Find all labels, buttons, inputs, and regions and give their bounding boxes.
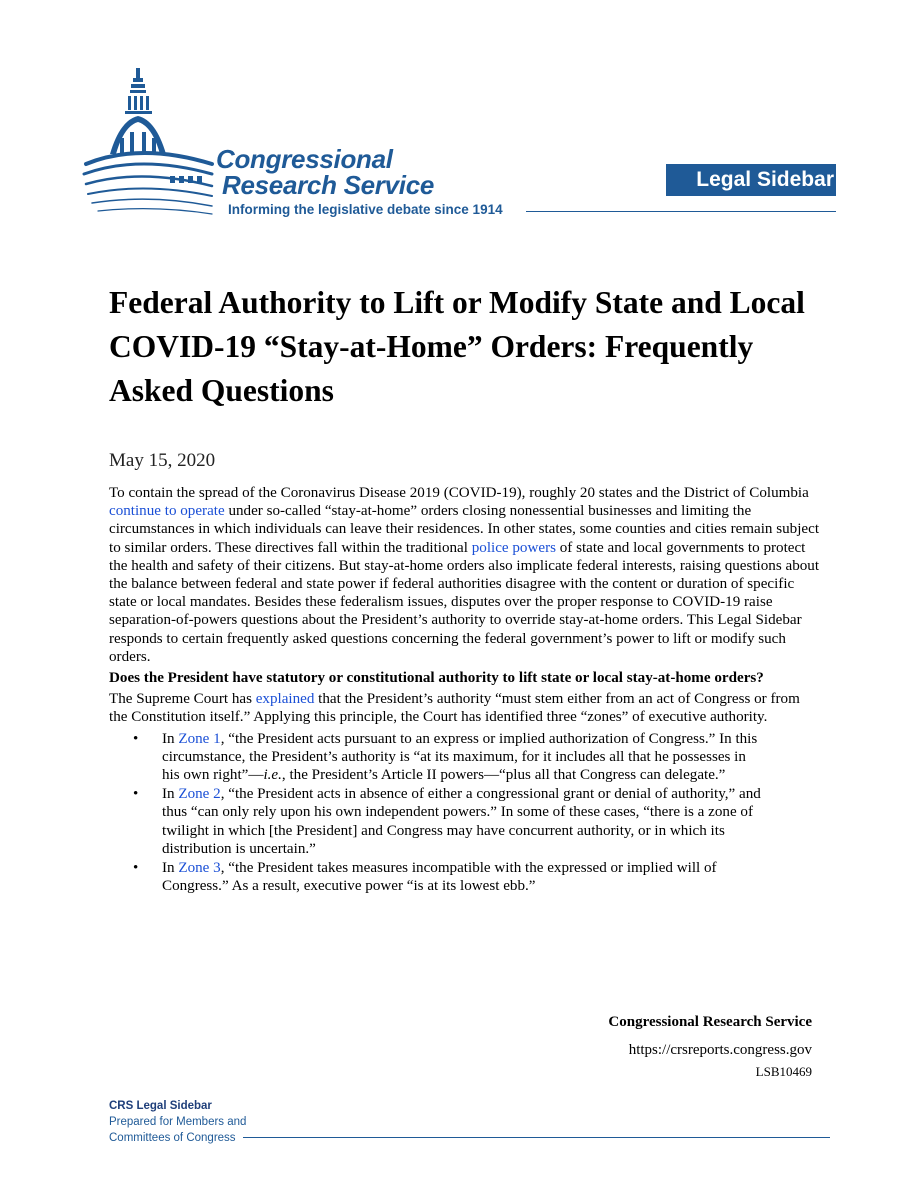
continue-to-operate-link[interactable]: continue to operate — [109, 503, 225, 520]
footer-source — [608, 1012, 812, 1080]
intro-text-1: To contain the spread of the Coronavirus Disease 2019 (COVID-19), roughly 20 states and the District of Columbia — [109, 485, 809, 501]
answer-paragraph — [109, 690, 821, 726]
bullet-text: , “the President acts in absence of either a congressional grant or denial of authority,” and thus “can only rely upon his own independent powers.” In some of these cases, “there is a zone of twilight in which [the President] and Congress may have concurrent authority, or in which its distribution is uncertain.” — [162, 786, 761, 857]
footer-url[interactable]: https://crsreports.congress.gov — [628, 1042, 812, 1058]
bullet-text-pre: In — [162, 860, 179, 877]
zone-2-link[interactable]: Zone 2 — [178, 786, 221, 803]
intro-text-3: of state and local governments to protect the health and safety of their citizens. But stay-at-home orders also implicate federal interests, raising questions about the balance between federal and state power if federal authorities disagree with the content or duration of specific state or local mandates. Besides these federalism issues, disputes over the proper response to COVID-19 raise separation-of-powers questions about the President’s authority to override stay-at-home orders. This Legal Sidebar responds to certain frequently asked questions concerning the federal government’s power to lift or modify such orders. — [109, 539, 820, 665]
brand-tagline: Informing the legislative debate since 1914 — [228, 202, 503, 217]
report-code: LSB10469 — [755, 1064, 812, 1079]
publication-date: May 15, 2020 — [109, 450, 216, 471]
bullet-text-pre: In — [162, 786, 179, 803]
bullet-italic: i.e. — [263, 767, 282, 784]
article-body — [109, 484, 821, 896]
footer-series-line2: Prepared for Members and — [109, 1116, 247, 1128]
footer-divider — [243, 1137, 830, 1138]
footer-series-title: CRS Legal Sidebar — [109, 1100, 212, 1112]
intro-paragraph — [109, 484, 821, 666]
list-item — [109, 859, 762, 895]
zone-3-link[interactable]: Zone 3 — [178, 860, 221, 877]
legal-sidebar-badge: Legal Sidebar — [666, 164, 836, 196]
list-item — [109, 730, 762, 785]
intro-text-2: under so-called “stay-at-home” orders closing nonessential businesses and limiting the circumstances in which individuals can leave their residences. In other states, some counties and cities remain subject to similar orders. These directives fall within the traditional — [109, 503, 820, 556]
list-item — [109, 785, 762, 858]
footer-series — [109, 1098, 246, 1146]
zone-1-link[interactable]: Zone 1 — [178, 730, 221, 747]
crs-logo — [80, 64, 540, 224]
brand-name-line2: Research Service — [222, 170, 435, 200]
question-heading: Does the President have statutory or constitutional authority to lift state or local stay-at-home orders? — [109, 670, 764, 687]
explained-link[interactable]: explained — [255, 691, 315, 708]
bullet-tail: , the President’s Article II powers—“plus all that Congress can delegate.” — [281, 767, 726, 784]
bullet-text: , “the President acts pursuant to an express or implied authorization of Congress.” In this circumstance, the President’s authority is “at its maximum, for it includes all that he possesses in his own right”— — [162, 730, 758, 784]
capitol-dome-icon — [80, 64, 220, 224]
page-title: Federal Authority to Lift or Modify State and Local COVID-19 “Stay-at-Home” Orders: Frequently Asked Questions — [109, 285, 805, 408]
footer-org: Congressional Research Service — [608, 1014, 812, 1030]
bullet-icon: • — [133, 860, 139, 877]
header-divider — [526, 211, 836, 212]
answer-text-1: The Supreme Court has — [109, 691, 256, 708]
brand-name-line1: Congressional — [216, 144, 393, 174]
footer-series-line3: Committees of Congress — [109, 1132, 236, 1144]
police-powers-link[interactable]: police powers — [471, 539, 556, 556]
bullet-icon: • — [133, 786, 139, 803]
bullet-text-pre: In — [162, 730, 179, 747]
bullet-icon: • — [133, 730, 139, 747]
answer-text-2: that the President’s authority “must stem either from an act of Congress or from the Constitution itself.” Applying this principle, the Court has identified three “zones” of executive authority. — [109, 691, 800, 726]
zones-list — [109, 730, 821, 896]
bullet-text: , “the President takes measures incompatible with the expressed or implied will of Congress.” As a result, executive power “is at its lowest ebb.” — [162, 860, 717, 895]
